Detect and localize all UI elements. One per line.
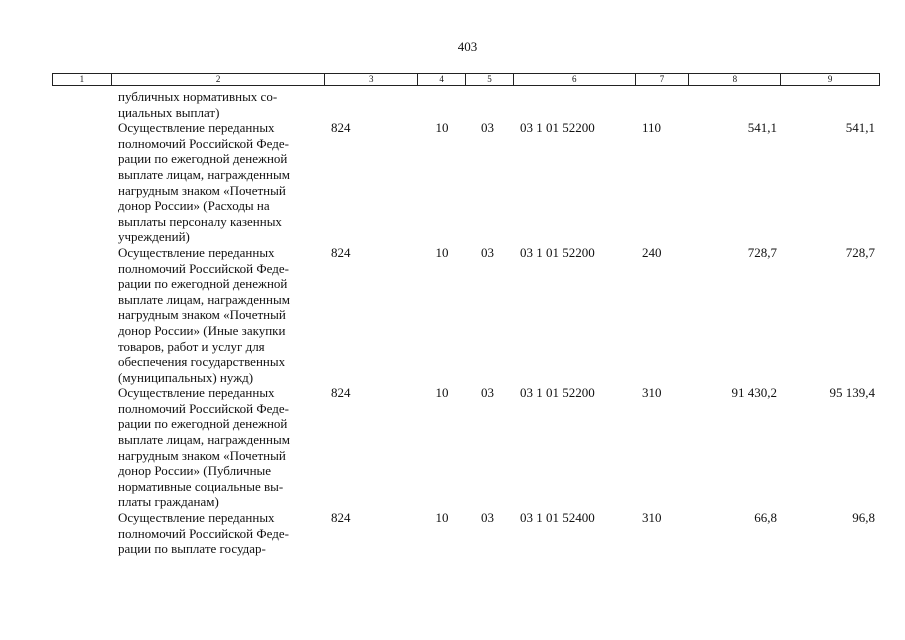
description-line: полномочий Российской Феде- xyxy=(118,525,289,541)
description-line: полномочий Российской Феде- xyxy=(118,260,289,276)
column-header-7: 7 xyxy=(636,74,690,85)
description-line: нагрудным знаком «Почетный xyxy=(118,182,286,198)
cell-description xyxy=(111,89,325,120)
cell-description xyxy=(111,510,325,557)
description-line: (муниципальных) нужд) xyxy=(118,369,254,385)
table-row xyxy=(52,89,880,120)
cell-section: 10 xyxy=(435,385,449,401)
cell-subsection: 03 xyxy=(481,510,494,526)
column-header-6: 6 xyxy=(514,74,636,85)
description-line: Осуществление переданных xyxy=(118,120,275,136)
table-row xyxy=(52,120,880,245)
cell-section: 10 xyxy=(435,244,449,260)
table-header xyxy=(52,73,880,86)
cell-amount-9: 728,7 xyxy=(845,244,875,260)
description-line: Осуществление переданных xyxy=(118,385,275,401)
description-line: платы гражданам) xyxy=(118,494,219,510)
column-header-5: 5 xyxy=(466,74,514,85)
description-line: выплате лицам, награжденным xyxy=(118,166,290,182)
description-line: учреждений) xyxy=(118,229,190,245)
cell-subsection: 03 xyxy=(481,385,494,401)
table-body xyxy=(52,89,880,557)
description-line: товаров, работ и услуг для xyxy=(118,338,265,354)
description-line: Осуществление переданных xyxy=(118,510,275,526)
cell-subsection: 03 xyxy=(481,120,494,136)
description-line: циальных выплат) xyxy=(118,104,220,120)
cell-amount-8: 541,1 xyxy=(747,120,777,136)
description-line: рации по ежегодной денежной xyxy=(118,276,288,292)
column-header-2: 2 xyxy=(112,74,325,85)
description-line: выплате лицам, награжденным xyxy=(118,291,290,307)
table-row xyxy=(52,510,880,557)
table-row xyxy=(52,245,880,385)
cell-amount-8: 728,7 xyxy=(747,244,777,260)
cell-amount-9: 541,1 xyxy=(845,120,875,136)
description-line: донор России» (Расходы на xyxy=(118,198,270,214)
cell-expense-type: 110 xyxy=(642,120,662,136)
description-line: донор России» (Публичные xyxy=(118,463,272,479)
column-header-8: 8 xyxy=(689,74,781,85)
cell-subsection: 03 xyxy=(481,244,494,260)
cell-description xyxy=(111,120,325,245)
description-line: нагрудным знаком «Почетный xyxy=(118,307,286,323)
description-line: выплате лицам, награжденным xyxy=(118,432,290,448)
description-line: полномочий Российской Феде- xyxy=(118,400,289,416)
cell-amount-8: 66,8 xyxy=(754,510,777,526)
cell-target-article: 03 1 01 52400 xyxy=(520,510,595,526)
cell-section: 10 xyxy=(435,120,449,136)
description-line: донор России» (Иные закупки xyxy=(118,322,286,338)
cell-description xyxy=(111,385,325,510)
description-line: обеспечения государственных xyxy=(118,354,286,370)
column-header-1: 1 xyxy=(53,74,112,85)
cell-target-article: 03 1 01 52200 xyxy=(520,120,595,136)
page-number: 403 xyxy=(457,39,478,54)
cell-target-article: 03 1 01 52200 xyxy=(520,244,595,260)
description-line: нормативные социальные вы- xyxy=(118,478,284,494)
cell-target-article: 03 1 01 52200 xyxy=(520,385,595,401)
column-header-9: 9 xyxy=(827,74,833,84)
cell-expense-type: 310 xyxy=(642,385,662,401)
cell-description xyxy=(111,245,325,385)
cell-code-3: 824 xyxy=(331,385,351,401)
description-line: выплаты персоналу казенных xyxy=(118,213,282,229)
description-line: рации по ежегодной денежной xyxy=(118,151,288,167)
cell-code-3: 824 xyxy=(331,510,351,526)
cell-section: 10 xyxy=(435,510,449,526)
description-line: нагрудным знаком «Почетный xyxy=(118,447,286,463)
description-line: публичных нормативных со- xyxy=(118,89,278,104)
cell-amount-8: 91 430,2 xyxy=(731,385,777,401)
description-line: полномочий Российской Феде- xyxy=(118,135,289,151)
column-header-3: 3 xyxy=(325,74,418,85)
description-line: рации по выплате государ- xyxy=(118,541,266,557)
column-header-4: 4 xyxy=(418,74,466,85)
cell-amount-9: 95 139,4 xyxy=(829,385,875,401)
description-line: Осуществление переданных xyxy=(118,244,275,260)
description-line: рации по ежегодной денежной xyxy=(118,416,288,432)
cell-amount-9: 96,8 xyxy=(852,510,875,526)
cell-code-3: 824 xyxy=(331,244,351,260)
cell-expense-type: 310 xyxy=(642,510,662,526)
table-row xyxy=(52,385,880,510)
cell-code-3: 824 xyxy=(331,120,351,136)
cell-expense-type: 240 xyxy=(642,244,662,260)
